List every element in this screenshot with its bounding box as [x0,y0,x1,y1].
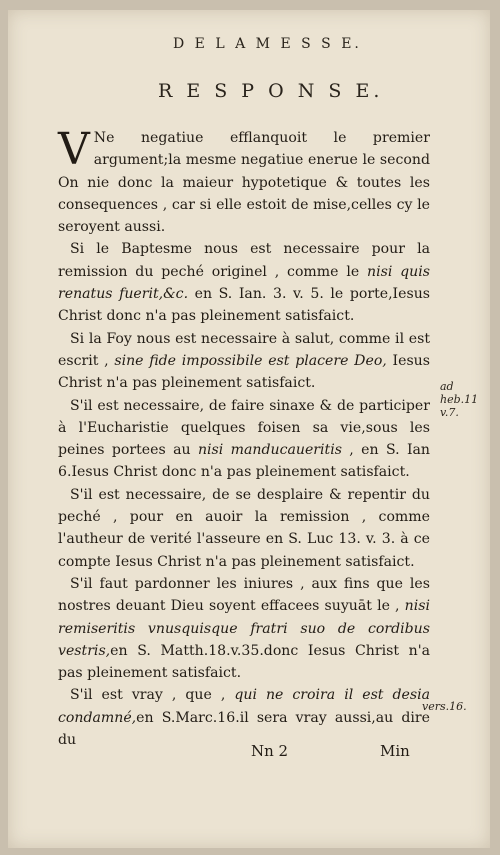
paragraph-2 [58,238,430,327]
latin-quote: nisi remiseritis vnusquisque fratri suo de cordibus vestris, [58,598,430,659]
marginal-note-hebrews: ad heb.11 v.7. [440,380,479,419]
paragraph-5 [58,484,430,573]
paragraph-2-text-end: en S. Ian. 3. v. 5. le porte,Iesus Christ donc n'a pas pleinement satisfaict. [58,286,431,325]
paragraph-6 [58,573,430,684]
paragraph-1 [58,124,430,238]
body-text [58,124,431,751]
drop-cap: V [58,124,90,175]
section-title: R E S P O N S E. [158,80,384,102]
paragraph-4 [58,395,430,484]
paragraph-3 [58,328,430,395]
latin-quote: nisi quis renatus fuerit,&c. [58,263,430,303]
paragraph-3-text: Si la Foy nous est necessaire à salut, comme il est escrit , [58,330,430,369]
marginal-note-verse: vers.16. [422,700,467,713]
paragraph-1-text: Ne negatiue efflanquoit le premier argument;la mesme negatiue enerue le second On nie donc la maieur hypotetique & toutes les consequences , car si elle estoit de mise,celles cy le seroyent aussi. [58,130,430,236]
paragraph-4-text: S'il est necessaire, de faire sinaxe & de participer à l'Eucharistie quelques foisen sa vie,sous les peines portees au [58,397,430,459]
latin-quote: qui ne croira il est desia condamné, [58,687,430,726]
running-head: D E L A M E S S E. [173,36,362,52]
latin-quote: nisi manducaueritis [197,442,342,459]
paragraph-7-text-end: en S.Marc.16.il sera vray aussi,au dire du [58,709,430,749]
paragraph-6-text-end: en S. Matth.18.v.35.donc Iesus Christ n'a pas pleinement satisfaict. [58,642,430,682]
paragraph-6-text: S'il faut pardonner les iniures , aux fins que les nostres deuant Dieu soyent effacees suyuāt le , [58,575,430,615]
paragraph-2-text: Si le Baptesme nous est necessaire pour la remission du peché originel , comme le [58,241,430,280]
paragraph-7 [58,684,430,751]
paragraph-3-text-end: Iesus Christ n'a pas pleinement satisfaict. [58,352,430,392]
signature-mark: Nn 2 [251,742,289,760]
paragraph-4-text-end: , en S. Ian 6.Iesus Christ donc n'a pas pleinement satisfaict. [58,442,430,481]
book-page [8,10,490,848]
paragraph-7-text: S'il est vray , que , [70,687,235,704]
catchword: Min [380,742,410,760]
latin-quote: sine fide impossibile est placere Deo, [114,352,387,369]
paragraph-5-text: S'il est necessaire, de se desplaire & repentir du peché , pour en auoir la remission , comme l'autheur de verité l'asseure en S. Luc 13. v. 3. à ce compte Iesus Christ n'a pas pleinement satisfaict. [58,486,430,570]
